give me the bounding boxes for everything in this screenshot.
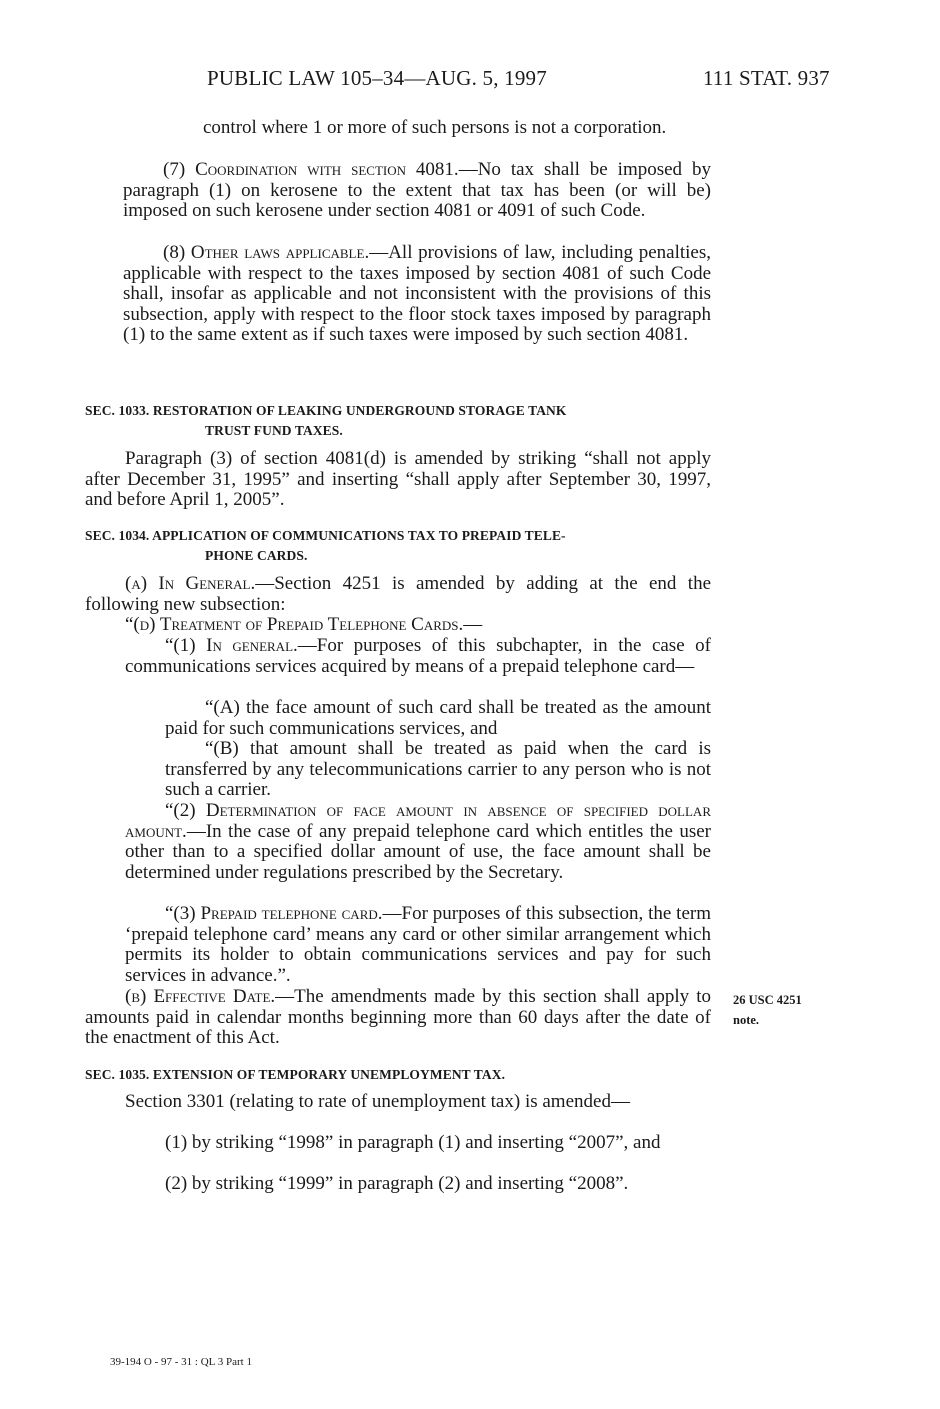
subsection-a: [85, 574, 711, 615]
section-1033-heading-line2: TRUST FUND TAXES.: [205, 423, 343, 438]
subsection-d: [125, 615, 711, 636]
running-header-title: PUBLIC LAW 105–34—AUG. 5, 1997: [207, 66, 547, 90]
subsection-b: [85, 987, 711, 1049]
subsection-d1: [125, 636, 711, 677]
section-1035-heading-line1: SEC. 1035. EXTENSION OF TEMPORARY UNEMPLOYMENT TAX.: [85, 1067, 506, 1082]
section-1035-text: Section 3301 (relating to rate of unemployment tax) is amended—: [125, 1091, 630, 1112]
print-code-footer: 39-194 O - 97 - 31 : QL 3 Part 1: [110, 1356, 252, 1368]
section-1035-heading: [85, 1065, 725, 1085]
section-1034-heading-line1: SEC. 1034. APPLICATION OF COMMUNICATIONS TAX TO PREPAID TELE-: [85, 528, 566, 543]
section-1033-heading: [85, 401, 725, 441]
paragraph-8-text: —All provisions of law, including penalties, applicable with respect to the taxes imposed by section 4081 of such Code shall, insofar as applicable and not inconsistent with the provisions of this subsection, apply with respect to the floor stock taxes imposed by paragraph (1) to the same extent as if such taxes were imposed by such section 4081.: [123, 242, 711, 346]
paragraph-8-heading: (8) Other laws applicable.: [163, 242, 370, 263]
section-1033-text: Paragraph (3) of section 4081(d) is amended by striking “shall not apply after December 31, 1995” and inserting “shall apply after September 30, 1997, and before April 1, 2005”.: [85, 448, 711, 511]
paragraph-8: [123, 243, 711, 346]
subsection-d1-text: —For purposes of this subchapter, in the case of communications services acquired by means of a prepaid telephone card—: [125, 635, 711, 677]
clause-1: (1) by striking “1998” in paragraph (1) and inserting “2007”, and: [165, 1132, 661, 1153]
subsection-d1-heading: “(1) In general.: [165, 635, 298, 656]
paragraph-7-text: —No tax shall be imposed by paragraph (1) on kerosene to the extent that tax has been (or will be) imposed on such kerosene under section 4081 or 4091 of such Code.: [123, 159, 711, 222]
section-1034-heading: [85, 526, 725, 566]
paragraph-7: [123, 160, 711, 222]
margin-note-usc: [733, 990, 802, 1030]
subsection-d3-heading: “(3) Prepaid telephone card.: [165, 903, 383, 924]
paragraph-corporation: control where 1 or more of such persons is not a corporation.: [203, 117, 667, 138]
section-1034-heading-line2: PHONE CARDS.: [205, 548, 308, 563]
margin-note-line1: 26 USC 4251: [733, 993, 802, 1007]
margin-note-line2: note.: [733, 1013, 760, 1027]
subsection-d-heading: “(d) Treatment of Prepaid Telephone Cards.: [125, 614, 464, 635]
subparagraph-A: “(A) the face amount of such card shall be treated as the amount paid for such communications services, and: [165, 697, 711, 739]
subsection-d3-text: —For purposes of this subsection, the term ‘prepaid telephone card’ means any card or other similar arrangement which permits its holder to obtain communications services and pay for such services in advance.”.: [125, 903, 711, 986]
subsection-d3: [125, 904, 711, 986]
running-header-page: 111 STAT. 937: [703, 66, 830, 90]
subsection-d2-heading: “(2) Determination of face amount in absence of specified dollar amount.: [125, 800, 711, 842]
section-1033-heading-line1: SEC. 1033. RESTORATION OF LEAKING UNDERGROUND STORAGE TANK: [85, 403, 567, 418]
subparagraph-B: “(B) that amount shall be treated as paid when the card is transferred by any telecommunications carrier to any person who is not such a carrier.: [165, 738, 711, 801]
subsection-d2: [125, 801, 711, 883]
subsection-d2-text: —In the case of any prepaid telephone card which entitles the user other than to a specified dollar amount of use, the face amount shall be determined under regulations prescribed by the Secretary.: [125, 820, 711, 883]
subsection-a-text: —Section 4251 is amended by adding at the end the following new subsection:: [85, 573, 712, 615]
paragraph-7-heading: (7) Coordination with section 4081.: [163, 159, 459, 180]
subsection-b-text: —The amendments made by this section shall apply to amounts paid in calendar months beginning more than 60 days after the date of the enactment of this Act.: [85, 986, 712, 1049]
subsection-b-heading: (b) Effective Date.: [125, 986, 276, 1007]
subsection-a-heading: (a) In General.: [125, 573, 256, 594]
clause-2: (2) by striking “1999” in paragraph (2) and inserting “2008”.: [165, 1173, 629, 1194]
subsection-d-text: —: [463, 614, 483, 635]
